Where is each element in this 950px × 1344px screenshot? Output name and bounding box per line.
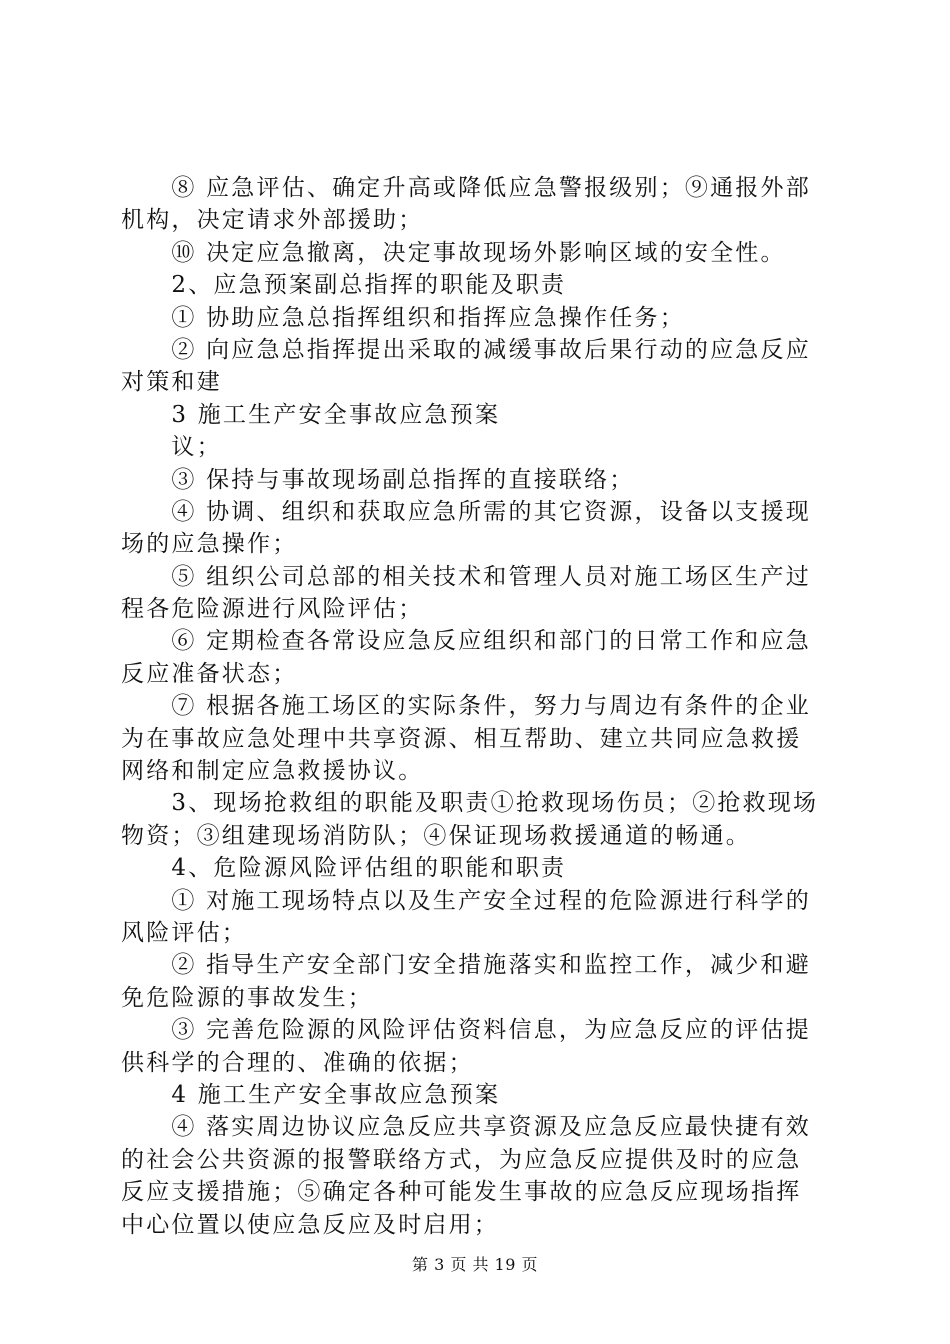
text-line: ③ 完善危险源的风险评估资料信息，为应急反应的评估提 [121,1017,811,1044]
text-line: ⑧ 应急评估、确定升高或降低应急警报级别；⑨通报外部 [121,175,811,201]
text-line: ⑦ 根据各施工场区的实际条件，努力与周边有条件的企业 [121,693,811,720]
text-line: 对策和建 [121,369,222,396]
text-line: ④ 落实周边协议应急反应共享资源及应急反应最快捷有效 [121,1114,811,1141]
text-line: 风险评估； [121,919,247,946]
section-header: 3 施工生产安全事故应急预案 [121,401,501,428]
text-line: 物资；③组建现场消防队；④保证现场救援通道的畅通。 [121,822,751,849]
text-line: 网络和制定应急救援协议。 [121,758,424,785]
text-line: 为在事故应急处理中共享资源、相互帮助、建立共同应急救援 [121,725,802,752]
text-line: ② 向应急总指挥提出采取的减缓事故后果行动的应急反应 [121,336,811,363]
text-line: 免危险源的事故发生； [121,984,373,1011]
text-line: 2、应急预案副总指挥的职能及职责 [121,272,567,299]
text-line: 议； [121,434,222,461]
text-line: 供科学的合理的、准确的依据； [121,1049,474,1076]
text-line: 4、危险源风险评估组的职能和职责 [121,855,567,882]
text-line: 反应支援措施；⑤确定各种可能发生事故的应急反应现场指挥 [121,1179,802,1206]
text-line: ⑥ 定期检查各常设应急反应组织和部门的日常工作和应急 [121,628,811,655]
document-body [121,172,833,1241]
text-line: 中心位置以使应急反应及时启用； [121,1211,499,1238]
text-line: 机构，决定请求外部援助； [121,207,424,234]
text-line: ⑤ 组织公司总部的相关技术和管理人员对施工场区生产过 [121,563,811,590]
text-line: 的社会公共资源的报警联络方式，为应急反应提供及时的应急 [121,1146,802,1173]
section-header: 4 施工生产安全事故应急预案 [121,1081,501,1108]
text-line: 3、现场抢救组的职能及职责①抢救现场伤员；②抢救现场 [121,790,819,817]
page-number-footer: 第 3 页 共 19 页 [412,1255,538,1274]
text-line: ② 指导生产安全部门安全措施落实和监控工作，减少和避 [121,952,811,979]
text-line: ③ 保持与事故现场副总指挥的直接联络； [121,466,635,493]
text-line: 反应准备状态； [121,660,298,687]
text-line: ① 协助应急总指挥组织和指挥应急操作任务； [121,304,685,331]
text-line: 程各危险源进行风险评估； [121,596,424,623]
text-line: 场的应急操作； [121,531,298,558]
text-line: ⑩ 决定应急撤离，决定事故现场外影响区域的安全性。 [121,239,786,266]
text-line: ④ 协调、组织和获取应急所需的其它资源，设备以支援现 [121,498,811,525]
text-line: ① 对施工现场特点以及生产安全过程的危险源进行科学的 [121,887,811,914]
